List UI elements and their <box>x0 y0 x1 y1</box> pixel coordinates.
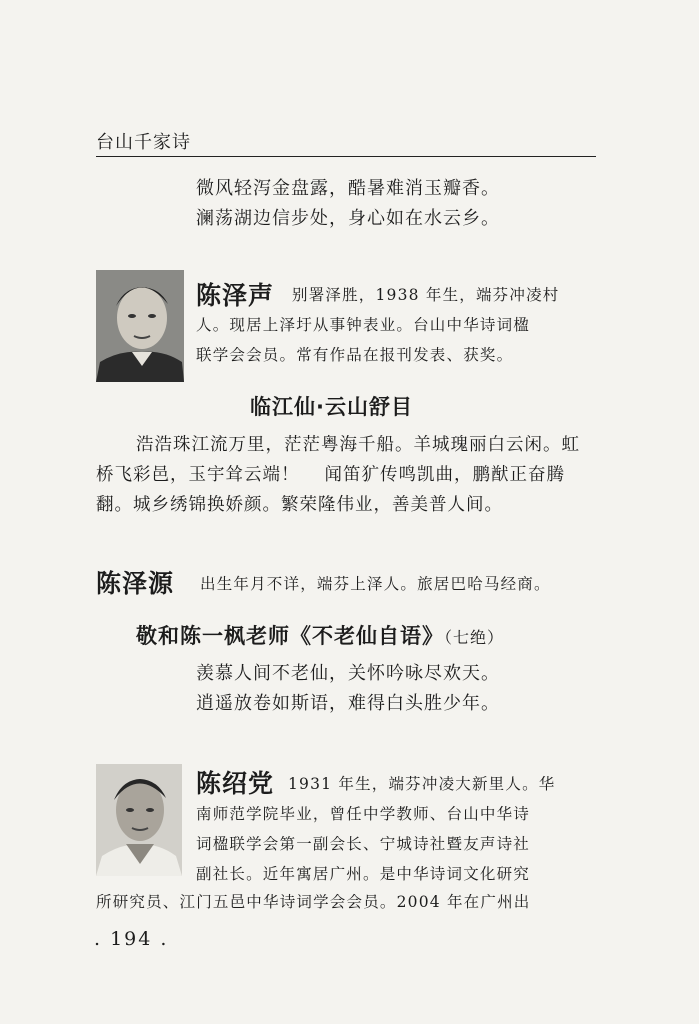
poem-title <box>136 620 504 650</box>
poem-line: 逍遥放卷如斯语，难得白头胜少年。 <box>196 693 500 714</box>
poet-name: 陈绍党 <box>196 769 275 798</box>
poem-line: 浩浩珠江流万里，茫茫粤海千船。羊城瑰丽白云闲。虹 <box>136 435 580 455</box>
poem-title-text: 敬和陈一枫老师《不老仙自语》 <box>136 624 444 648</box>
page-number: . 194 . <box>94 928 169 950</box>
poet-bio-line: 1931 年生，端芬冲凌大新里人。华 <box>288 775 556 793</box>
poet-bio-line: 南师范学院毕业，曾任中学教师、台山中华诗 <box>196 805 531 823</box>
poet-portrait <box>96 764 182 876</box>
poet-bio-line: 副社长。近年寓居广州。是中华诗词文化研究 <box>196 865 531 883</box>
poem-line: 翻。城乡绣锦换娇颜。繁荣隆伟业，善美普人间。 <box>96 495 503 515</box>
poem-line: 羡慕人间不老仙，关怀吟咏尽欢天。 <box>196 663 500 684</box>
poem-line: 桥飞彩邑，玉宇耸云端！ 闻笛犷传鸣凯曲，鹏猷正奋腾 <box>96 465 566 485</box>
poet-bio-line: 出生年月不详，端芬上泽人。旅居巴哈马经商。 <box>200 575 551 593</box>
poet-portrait <box>96 270 184 382</box>
prev-poem-line: 澜荡湖边信步处，身心如在水云乡。 <box>196 208 500 229</box>
prev-poem-line: 微风轻泻金盘露，酷暑难消玉瓣香。 <box>196 178 500 199</box>
poet-name: 陈泽声 <box>196 281 275 310</box>
poet-bio-line: 人。现居上泽圩从事钟表业。台山中华诗词楹 <box>196 316 531 334</box>
running-head: 台山千家诗 <box>96 132 191 153</box>
poet-bio-line: 词楹联学会第一副会长、宁城诗社暨友声诗社 <box>196 835 531 853</box>
poem-title: 临江仙·云山舒目 <box>250 395 413 419</box>
poet-bio-line: 联学会会员。常有作品在报刊发表、获奖。 <box>196 346 514 364</box>
header-rule <box>96 156 596 157</box>
poet-bio-line: 别署泽胜，1938 年生，端芬冲凌村 <box>292 286 560 304</box>
poet-bio-line: 所研究员、江门五邑中华诗词学会会员。2004 年在广州出 <box>96 893 531 911</box>
poem-form-note: （七绝） <box>444 628 505 647</box>
poet-name: 陈泽源 <box>96 569 175 598</box>
